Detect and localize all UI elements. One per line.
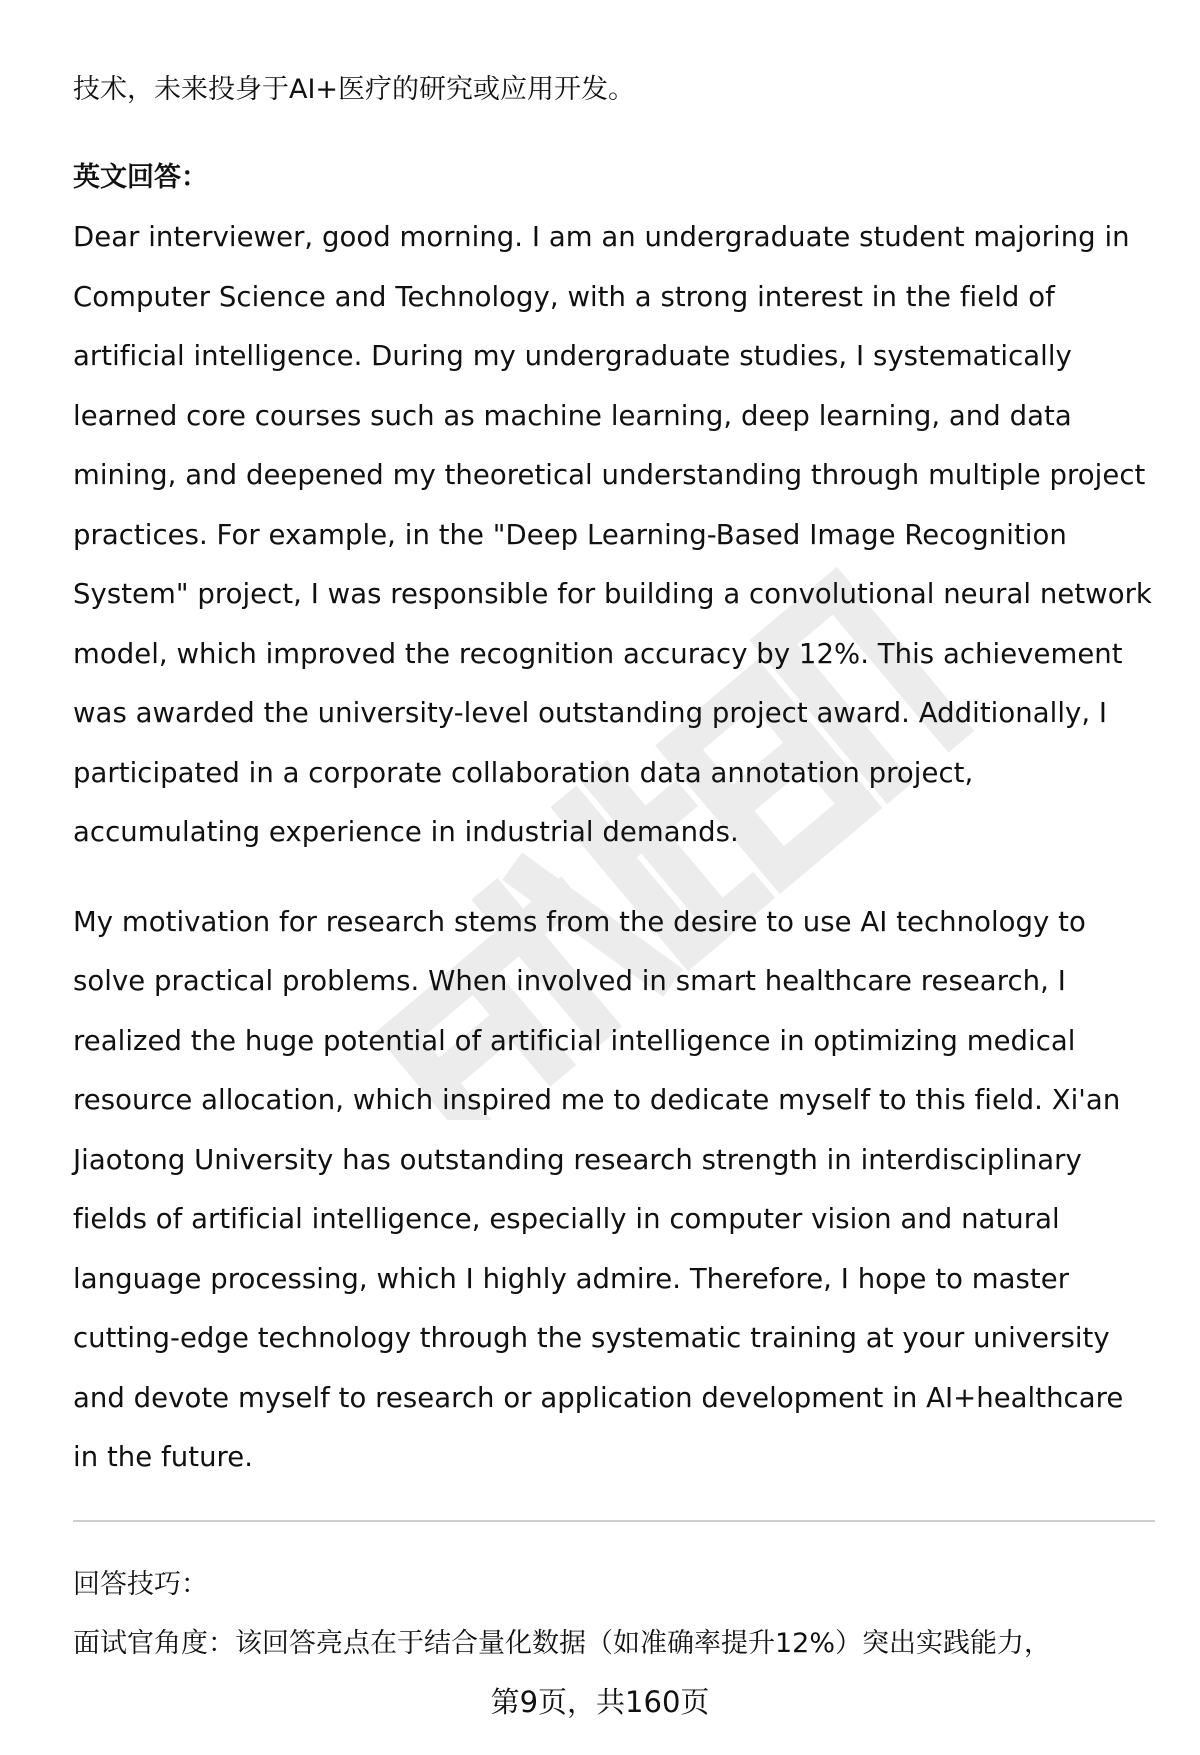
- tips-label: 回答技巧：: [73, 1569, 208, 1600]
- english-answer-heading: 英文回答：: [73, 162, 208, 193]
- answer-paragraph-2: My motivation for research stems from the desire to use AI technology to solve practical problems. When involved in smart healthcare research, I realized the huge potential of artificial intelligence in optimizing medical resource allocation, which inspired me to dedicate myself to this field. Xi'an Jiaotong University has outstanding research strength in interdisciplinary fields of artificial intelligence, especially in computer vision and natural language processing, which I highly admire. Therefore, I hope to master cutting-edge technology through the systematic training at your university and devote myself to research or application development in AI+healthcare in the future.: [73, 905, 1124, 1473]
- section-divider: [73, 1520, 1155, 1522]
- page-footer: 第9页，共160页: [490, 1685, 710, 1719]
- continued-line: 技术，未来投身于AI+医疗的研究或应用开发。: [73, 74, 636, 105]
- main-content: [73, 60, 1153, 1488]
- tips-text: 面试官角度：该回答亮点在于结合量化数据（如准确率提升12%）突出实践能力，: [73, 1628, 1052, 1659]
- answer-paragraph-1: Dear interviewer, good morning. I am an undergraduate student majoring in Computer Science and Technology, with a strong interest in the field of artificial intelligence. During my undergraduate studies, I systematically learned core courses such as machine learning, deep learning, and data mining, and deepened my theoretical understanding through multiple project practices. For example, in the "Deep Learning-Based Image Recognition System" project, I was responsible for building a convolutional neural network model, which improved the recognition accuracy by 12%. This achievement was awarded the university-level outstanding project award. Additionally, I participated in a corporate collaboration data annotation project, accumulating experience in industrial demands.: [73, 221, 1152, 848]
